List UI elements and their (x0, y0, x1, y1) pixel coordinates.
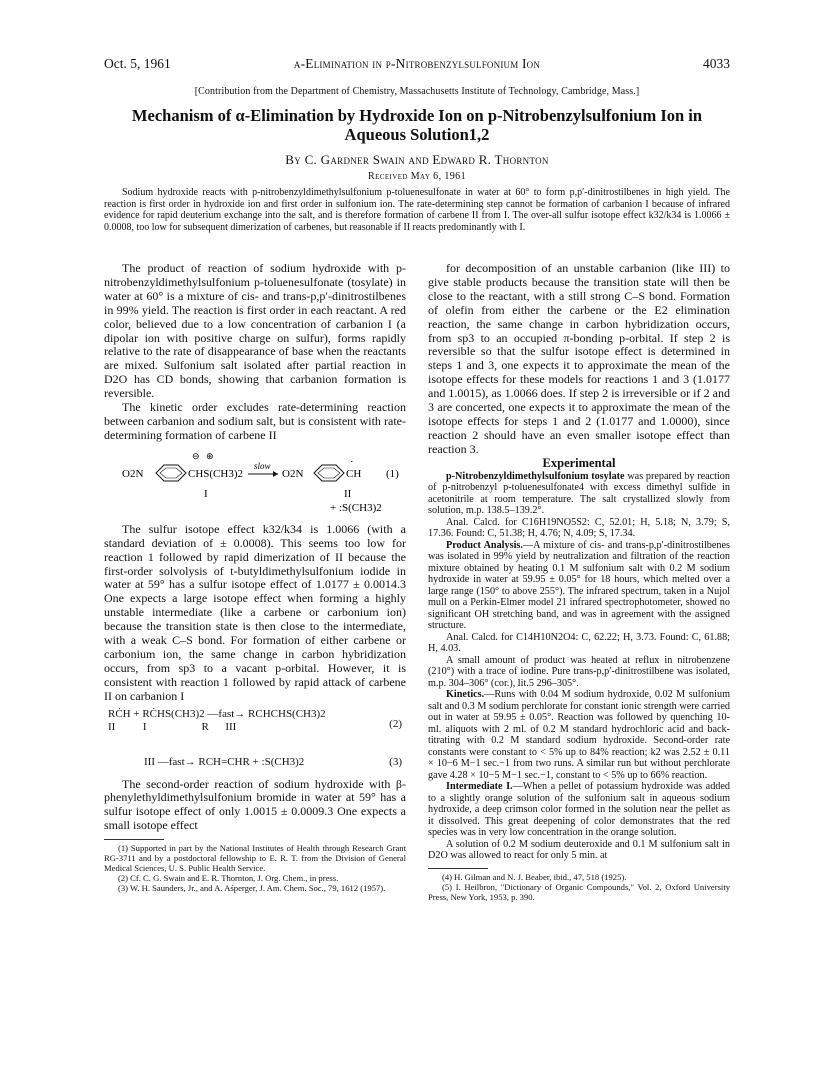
eq2-labels: II I R III (108, 721, 237, 734)
eq1-group-right: CH (346, 467, 362, 480)
eq2-number: (2) (389, 717, 402, 730)
eq1-label-II: II (344, 487, 352, 500)
right-paragraph-3: Anal. Calcd. for C16H19NO5S2: C, 52.01; H, 5.18; N, 3.79; S, 17.36. Found: C, 51.38; H, 4.76; N, 4.09; S, 17.34. (428, 516, 730, 540)
equation-3 (104, 756, 406, 774)
footnote-1: (1) Supported in part by the National Institutes of Health through Research Grant RG-3711 and by a postdoctoral fellowship to E. R. T. from the Division of General Medical Sciences, U. S. Public Health Service. (104, 843, 406, 874)
received-date: Received May 6, 1961 (368, 171, 466, 182)
minus-charge-icon: ⊖ (192, 451, 200, 462)
right-paragraph-9: A solution of 0.2 M sodium deuteroxide and 0.1 M sulfonium salt in D2O was allowed to react for only 5 min. at (428, 838, 730, 862)
carbene-dot-icon: · (350, 455, 354, 468)
eq1-number: (1) (386, 467, 399, 480)
benzene-ring-left-inner (160, 468, 182, 478)
benzene-ring-right-inner (318, 468, 340, 478)
tosylate-text: was prepared by reaction of p-nitrobenzyl p-toluenesulfonate4 with excess dimethyl sulfide in acetonitrile at room temperature. The salt crystallized slowly from solution, m.p. 138.5–139.2°. (428, 470, 730, 517)
footnote-rule (104, 839, 164, 840)
equation-2 (104, 708, 406, 752)
page-number: 4033 (703, 56, 730, 71)
benzene-ring-right (314, 465, 344, 481)
left-paragraph-4: The second-order reaction of sodium hydroxide with β-phenylethyldimethylsulfonium bromide in water at 59° has a sulfur isotope effect of only 1.0015 ± 0.0009.3 One expects a small isotope effect (104, 776, 406, 833)
running-head (104, 56, 730, 74)
right-paragraph-2 (428, 471, 730, 517)
right-paragraph-4 (428, 540, 730, 632)
footnote-4: (4) H. Gilman and N. J. Beaber, ibid., 47, 518 (1925). (442, 871, 627, 882)
tosylate-lead: p-Nitrobenzyldimethylsulfonium tosylate (446, 470, 625, 482)
left-paragraph-1: The product of reaction of sodium hydroxide with p-nitrobenzyldimethylsulfonium p-toluenesulfonate (tosylate) in water at 60° is a mixture of cis- and trans-p,p′-dinitrostilbenes in 99% yield. The reaction is first order in each reactant. A red color, believed due to a low concentration of carbanion I (a dipolar ion with positive charge on sulfur), forms rapidly relative to the rate of disappearance of base when the reactants are mixed. Sulfonium salt isolated after partial reaction in D2O has CD bonds, showing that carbanion formation is reversible. (104, 261, 406, 401)
experimental-heading: Experimental (542, 455, 616, 470)
intermediate-text: —When a pellet of potassium hydroxide was added to a slightly orange solution of the sulfonium salt in aqueous sodium hydroxide, a deep crimson color formed in the solution near the pellet as it dissolved. This great deepening of color demonstrates that the red species was in very low concentration in the orange solution. (428, 781, 730, 839)
left-column (104, 262, 406, 893)
eq2-line: RĊH + RĊHS(CH3)2 —fast→ RCHCHS(CH3)2 (108, 707, 326, 720)
intermediate-lead: Intermediate I. (446, 781, 513, 793)
eq1-group-left: CHS(CH3)2 (188, 467, 244, 480)
eq3-line: III —fast→ RCH=CHR + :S(CH3)2 (144, 755, 305, 768)
eq3-number: (3) (389, 755, 402, 768)
eq1-byproduct: + :S(CH3)2 (330, 501, 382, 514)
product-analysis-lead: Product Analysis. (446, 539, 523, 551)
benzene-ring-left (156, 465, 186, 481)
eq1-arrow-label: slow (254, 460, 271, 471)
right-paragraph-7 (428, 689, 730, 781)
product-analysis-text: —A mixture of cis- and trans-p,p′-dinitrostilbenes was isolated in 99% yield by neutralization and filtration of the reaction mixture obtained by heating 0.1 M sulfonium salt with 0.2 M sodium hydroxide in water at 59.95 ± 0.05° for 18 hours, which melted over a large range (150° to above 255°). The infrared spectrum, taken in a Nujol mull on a Perkin-Elmer model 21 infrared spectrophotometer, showed no significant OH stretching band, and was in agreement with the assigned structure. (428, 539, 730, 632)
right-footnotes (428, 868, 730, 902)
paper-authors: By C. Gardner Swain and Edward R. Thornton (285, 152, 549, 167)
right-paragraph-5: Anal. Calcd. for C14H10N2O4: C, 62.22; H, 3.73. Found: C, 61.88; H, 4.03. (428, 631, 730, 655)
abstract: Sodium hydroxide reacts with p-nitrobenzyldimethylsulfonium p-toluenesulfonate in water at 60° to form p,p′-dinitrostilbenes in high yield. The reaction is first order in hydroxide ion and first order in sulfonium ion. The rate-determining step cannot be formation of carbanion I because of infrared evidence for rapid deuterium exchange into the salt, and is therefore formation of carbene II from I. The over-all sulfur isotope effect k32/k34 is 1.0066 ± 0.0008, too low for subsequent dimerization of carbenes, but reasonable if II reacts predominantly with I. (104, 187, 730, 233)
contribution-line: [Contribution from the Department of Chemistry, Massachusetts Institute of Technology, Cambridge, Mass.] (194, 86, 640, 97)
left-footnotes (104, 839, 406, 893)
left-paragraph-3: The sulfur isotope effect k32/k34 is 1.0066 (with a standard deviation of ± 0.0008). This seems too low for reaction 1 followed by rapid dimerization of II because the first-order solvolysis of t-butyldimethylsulfonium iodide in water at 59° has a sulfur isotope effect of 1.0177 ± 0.0014.3 One expects a large isotope effect when forming a highly unstable intermediate (like a carbene or carbonium ion) because the transition state is then close to the intermediate, with a weak C–S bond. For formation of either carbene or carbonium ion, the same change in carbon hybridization occurs, from sp3 to a vacant p-orbital. However, it is consistent with reaction 1 followed by rapid attack of carbene II on carbanion I (104, 521, 406, 703)
footnote-rule-right (428, 868, 488, 869)
left-paragraph-2: The kinetic order excludes rate-determining reaction between carbanion and sodium salt, but is consistent with rate-determining formation of carbene II (104, 400, 406, 442)
footnote-2: (2) Cf. C. G. Swain and E. R. Thornton, J. Org. Chem., in press. (118, 873, 339, 884)
eq1-label-I: I (204, 487, 208, 500)
footnote-5: (5) I. Heilbron, "Dictionary of Organic Compounds," Vol. 2, Oxford University Press, New York, 1953, p. 390. (428, 881, 730, 902)
kinetics-lead: Kinetics. (446, 689, 485, 701)
running-head-date: Oct. 5, 1961 (104, 56, 171, 71)
paper-title: Mechanism of α-Elimination by Hydroxide Ion on p-Nitrobenzylsulfonium Ion in Aqueous Solution1,2 (131, 106, 703, 144)
arrow-head (273, 471, 278, 477)
equation-1 (104, 443, 406, 523)
right-column (428, 262, 730, 902)
running-head-title: α-Elimination in p-Nitrobenzylsulfonium Ion (293, 56, 541, 71)
right-paragraph-1: for decomposition of an unstable carbanion (like III) to give stable products because the transition state will then be close to the reactant, with a still strong C–S bond. Formation of olefin from either the carbene or the E2 elimination reaction, the same change in carbon hybridization occurs, from sp3 to an occupied π-bonding p-orbital. If step 2 is reversible so that the sulfur isotope effect is determined in steps 1 and 3, one expects it to approximate the mean of the isotope effects for these models for reactions 1 and 3 (1.0177 and 1.0015), as 1.0066 does. If step 2 is irreversible or if 2 and 3 are concerted, one expects it to approximate the mean of the isotope effects for steps 1 and 2 (1.0177 and 1.0000), since reaction 2 should have an even smaller isotope effect than reaction 3. (428, 261, 730, 456)
plus-charge-icon: ⊕ (206, 451, 214, 462)
eq1-o2n-left: O2N (122, 467, 144, 480)
equation-1-structure (104, 443, 406, 523)
kinetics-text: —Runs with 0.04 M sodium hydroxide, 0.02 M sulfonium salt and 0.3 M sodium perchlorate for constant ionic strength were carried out in water at 59.95 ± 0.05°. Reaction was followed by quenching 10-ml. aliquots with 2 ml. of 0.2 M standard hydrochloric acid and back-titrating with 0.2 M standard sodium hydroxide. Second-order rate constants were constant to < 5% up to 84% reaction; k2 was 2.52 ± 0.11 × 10−6 M−1 sec.−1 from two runs. A similar run but without perchlorate gave 4.28 × 10−5 M−1 sec.−1, constant to < 5% up to 66% reaction. (428, 689, 730, 781)
right-paragraph-6: A small amount of product was heated at reflux in nitrobenzene (210°) with a trace of iodine. Pure trans-p,p′-dinitrostilbene was isolated, m.p. 304–306° (cor.), lit.5 296–305°. (428, 654, 730, 689)
right-paragraph-8 (428, 781, 730, 839)
eq1-o2n-right: O2N (282, 467, 304, 480)
footnote-3: (3) W. H. Saunders, Jr., and A. Aśperger, J. Am. Chem. Soc., 79, 1612 (1957). (118, 883, 386, 894)
